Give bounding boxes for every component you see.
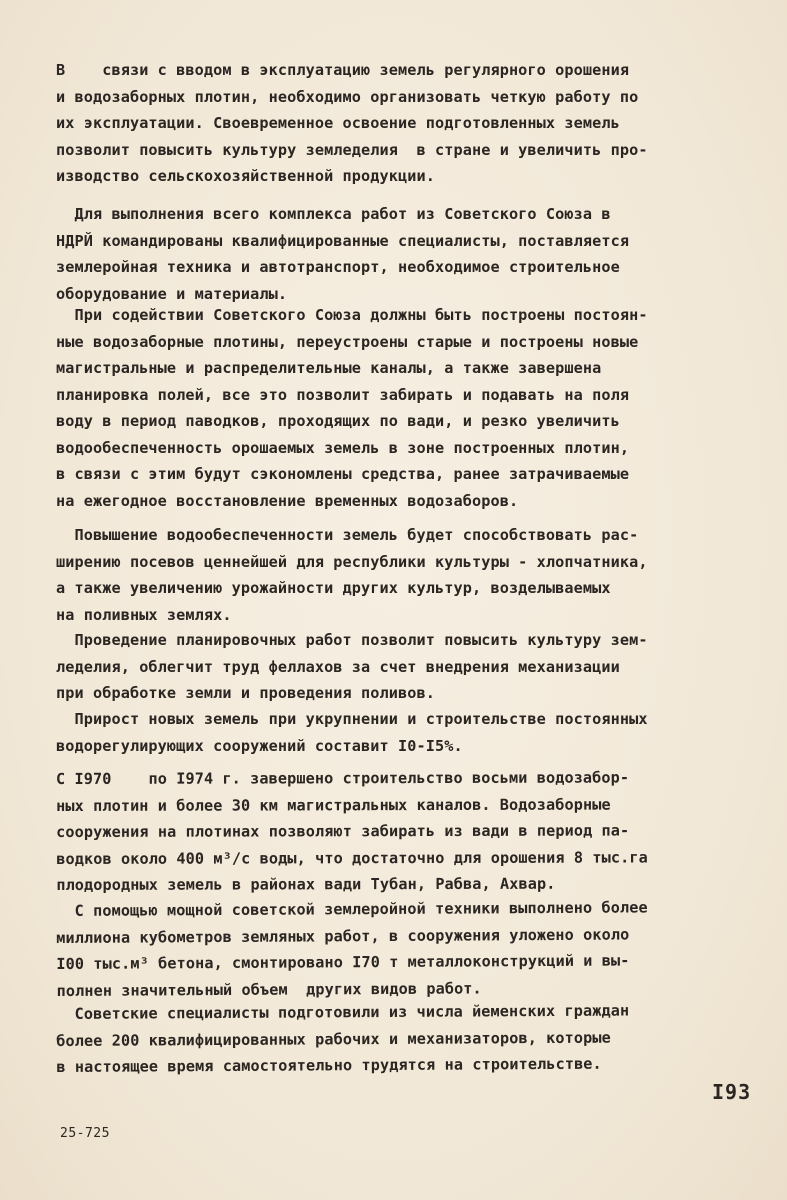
text-line: ных плотин и более 30 км магистральных каналов. Водозаборные	[56, 795, 611, 815]
text-line: Прирост новых земель при укрупнении и строительстве постоянных	[56, 710, 648, 728]
text-line: при обработке земли и проведения поливов.	[56, 684, 435, 702]
text-line: их эксплуатации. Своевременное освоение подготовленных земель	[56, 114, 620, 132]
paragraph-5	[56, 627, 756, 707]
text-line: землеройная техника и автотранспорт, необходимое строительное	[56, 258, 620, 276]
text-line: Повышение водообеспеченности земель будет способствовать рас-	[56, 526, 639, 544]
text-line: водообеспеченность орошаемых земель в зоне построенных плотин,	[56, 438, 630, 457]
paragraph-9	[56, 997, 756, 1081]
text-line: оборудование и материалы.	[56, 284, 288, 303]
paragraph-6	[56, 706, 756, 759]
text-line: Советские специалисты подготовили из числа йеменских граждан	[56, 1001, 630, 1023]
text-line: водорегулирующих сооружений составит I0-I5%.	[56, 736, 463, 755]
text-line: С помощью мощной советской землеройной техники выполнено более	[56, 898, 648, 920]
footer-code: 25-725	[60, 1126, 110, 1141]
text-line: Для выполнения всего комплекса работ из Советского Союза в	[56, 205, 611, 223]
text-line: В связи с вводом в эксплуатацию земель регулярного орошения	[56, 61, 630, 79]
text-line: в связи с этим будут сэкономлены средства, ранее затрачиваемые	[56, 465, 630, 483]
text-line: НДРЙ командированы квалифицированные специалисты, поставляется	[56, 231, 630, 250]
paragraph-8	[56, 894, 757, 1004]
paragraph-7	[56, 764, 756, 898]
page-number: I93	[712, 1080, 752, 1104]
text-line: воду в период паводков, проходящих по вади, и резко увеличить	[56, 412, 620, 430]
text-line: сооружения на плотинах позволяют забирать из вади в период па-	[56, 821, 630, 841]
text-line: водков около 400 м³/с воды, что достаточно для орошения 8 тыс.га	[56, 847, 648, 868]
text-line: а также увеличению урожайности других культур, возделываемых	[56, 579, 611, 597]
text-line: I00 тыс.м³ бетона, смонтировано I70 т металлоконструкций и вы-	[56, 951, 630, 973]
text-line: Проведение планировочных работ позволит повысить культуру зем-	[56, 631, 648, 649]
text-line: леделия, облегчит труд феллахов за счет внедрения механизации	[56, 657, 620, 676]
text-line: планировка полей, все это позволит забирать и подавать на поля	[56, 385, 630, 404]
text-line: плодородных земель в районах вади Тубан, Рабва, Ахвар.	[56, 874, 556, 894]
text-line: полнен значительный объем других видов работ.	[56, 978, 482, 1000]
text-line: на поливных землях.	[56, 605, 232, 624]
text-line: позволит повысить культуру земледелия в стране и увеличить про-	[56, 140, 648, 159]
text-line: миллиона кубометров земляных работ, в сооружения уложено около	[56, 924, 630, 947]
text-line: ные водозаборные плотины, переустроены старые и построены новые	[56, 332, 639, 351]
text-line: более 200 квалифицированных рабочих и механизаторов, которые	[56, 1028, 611, 1050]
text-line: и водозаборных плотин, необходимо организовать четкую работу по	[56, 87, 639, 106]
text-line: магистральные и распределительные каналы, а также завершена	[56, 359, 602, 377]
text-line: изводство сельскохозяйственной продукции.	[56, 167, 435, 185]
paragraph-4	[56, 522, 756, 628]
text-line: на ежегодное восстановление временных водозаборов.	[56, 491, 519, 510]
paragraph-2	[56, 201, 756, 307]
text-line: ширению посевов ценнейшей для республики культуры - хлопчатника,	[56, 552, 648, 571]
text-line: в настоящее время самостоятельно трудятся на строительстве.	[56, 1054, 602, 1076]
text-line: При содействии Советского Союза должны быть построены постоян-	[56, 306, 648, 324]
paragraph-3	[56, 302, 756, 514]
text-line: С I970 по I974 г. завершено строительство восьми водозабор-	[56, 768, 630, 788]
paragraph-1	[56, 57, 756, 190]
